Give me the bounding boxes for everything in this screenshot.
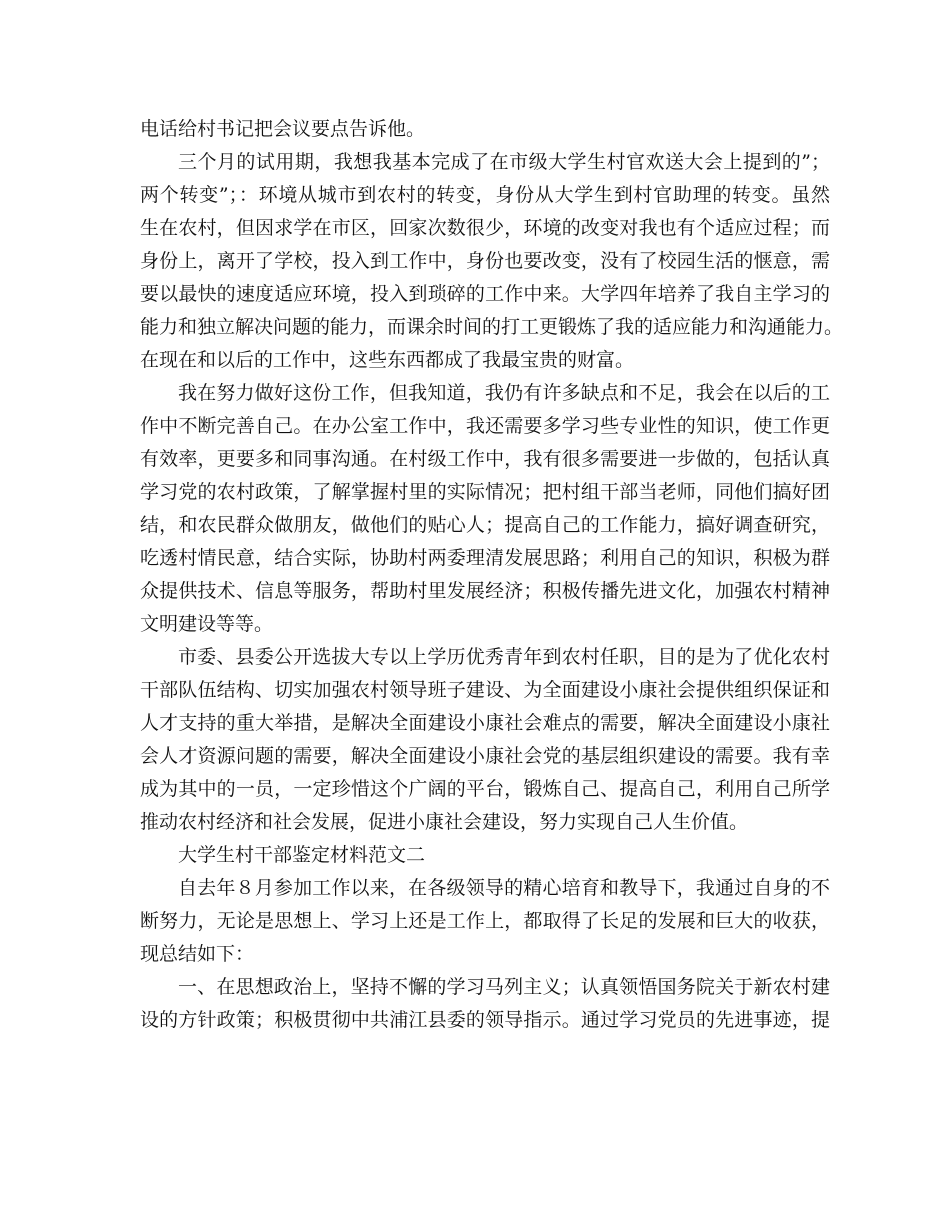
- text-line: 成为其中的一员，一定珍惜这个广阔的平台，锻炼自己、提高自己，利用自己所学: [140, 778, 830, 800]
- text-line: 结，和农民群众做朋友，做他们的贴心人；提高自己的工作能力，搞好调查研究，: [140, 514, 830, 536]
- paragraph-first-line: 我在努力做好这份工作，但我知道，我仍有许多缺点和不足，我会在以后的工: [178, 382, 830, 404]
- text-line: 两个转变”；：环境从城市到农村的转变，身份从大学生到村官助理的转变。虽然: [140, 184, 830, 206]
- text-line: 电话给村书记把会议要点告诉他。: [140, 118, 426, 140]
- text-line: 吃透村情民意，结合实际，协助村两委理清发展思路；利用自己的知识，积极为群: [140, 547, 830, 569]
- text-line: 人才支持的重大举措，是解决全面建设小康社会难点的需要，解决全面建设小康社: [140, 712, 830, 734]
- text-line: 设的方针政策；积极贯彻中共浦江县委的领导指示。通过学习党员的先进事迹，提: [140, 1009, 830, 1031]
- text-line: 生在农村，但因求学在市区，回家次数很少，环境的改变对我也有个适应过程；而: [140, 217, 830, 239]
- paragraph-first-line: 市委、县委公开选拔大专以上学历优秀青年到农村任职，目的是为了优化农村: [178, 646, 830, 668]
- text-line: 能力和独立解决问题的能力，而课余时间的打工更锻炼了我的适应能力和沟通能力。: [140, 316, 844, 338]
- text-line: 作中不断完善自己。在办公室工作中，我还需要多学习些专业性的知识，使工作更: [140, 415, 830, 437]
- text-line: 现总结如下：: [140, 943, 255, 965]
- document-body: [140, 113, 844, 1037]
- paragraph-first-line: 自去年８月参加工作以来，在各级领导的精心培育和教导下，我通过自身的不: [178, 877, 830, 899]
- text-line: 文明建设等等。: [140, 613, 274, 635]
- text-line: 干部队伍结构、切实加强农村领导班子建设、为全面建设小康社会提供组织保证和: [140, 679, 830, 701]
- text-line: 众提供技术、信息等服务，帮助村里发展经济；积极传播先进文化，加强农村精神: [140, 580, 830, 602]
- text-line: 学习党的农村政策，了解掌握村里的实际情况；把村组干部当老师，同他们搞好团: [140, 481, 830, 503]
- text-line: 有效率，更要多和同事沟通。在村级工作中，我有很多需要进一步做的，包括认真: [140, 448, 830, 470]
- text-line: 推动农村经济和社会发展，促进小康社会建设，努力实现自己人生价值。: [140, 811, 749, 833]
- text-line: 在现在和以后的工作中，这些东西都成了我最宝贵的财富。: [140, 349, 635, 371]
- section-heading: 大学生村干部鉴定材料范文二: [178, 844, 426, 866]
- text-line: 会人才资源问题的需要，解决全面建设小康社会党的基层组织建设的需要。我有幸: [140, 745, 830, 767]
- text-line: 断努力，无论是思想上、学习上还是工作上，都取得了长足的发展和巨大的收获，: [140, 910, 830, 932]
- text-line: 要以最快的速度适应环境，投入到琐碎的工作中来。大学四年培养了我自主学习的: [140, 283, 830, 305]
- paragraph-first-line: 三个月的试用期，我想我基本完成了在市级大学生村官欢送大会上提到的”；: [178, 151, 830, 173]
- paragraph-first-line: 一、在思想政治上，坚持不懈的学习马列主义；认真领悟国务院关于新农村建: [178, 976, 830, 998]
- text-line: 身份上，离开了学校，投入到工作中，身份也要改变，没有了校园生活的惬意，需: [140, 250, 830, 272]
